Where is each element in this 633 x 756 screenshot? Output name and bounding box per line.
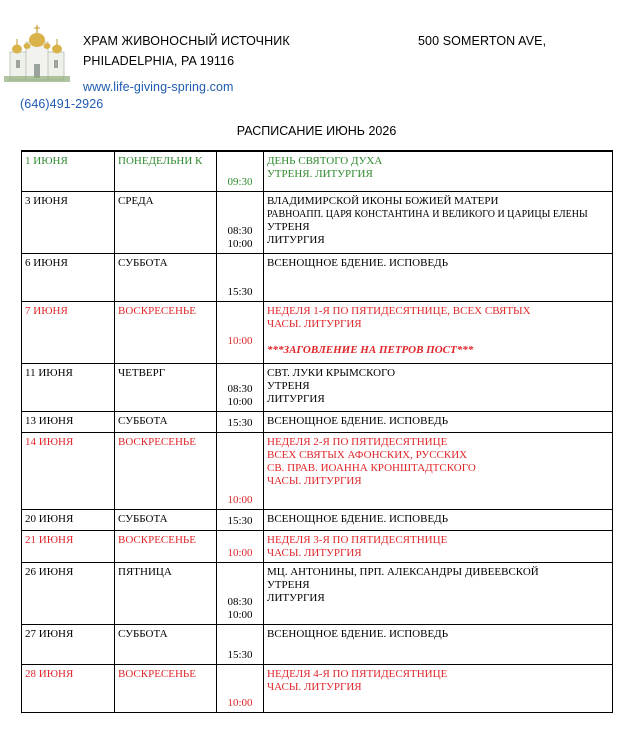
row-date: 27 ИЮНЯ (22, 624, 115, 664)
row-time (217, 509, 264, 530)
service-line: НЕДЕЛЯ 4-Я ПО ПЯТИДЕСЯТНИЦЕ (267, 667, 448, 680)
service-line: ВЛАДИМИРСКОЙ ИКОНЫ БОЖИЕЙ МАТЕРИ (267, 194, 499, 207)
row-description (264, 411, 613, 432)
time-value: 15:30 (227, 514, 253, 527)
service-line: СВТ. ЛУКИ КРЫМСКОГО (267, 366, 396, 379)
row-time (217, 530, 264, 562)
row-day: СУББОТА (115, 411, 217, 432)
row-description (264, 509, 613, 530)
row-time (217, 363, 264, 411)
schedule-row (22, 530, 613, 562)
service-line: ЧАСЫ. ЛИТУРГИЯ (267, 546, 362, 559)
row-day: СУББОТА (115, 624, 217, 664)
row-date: 26 ИЮНЯ (22, 562, 115, 624)
row-time (217, 432, 264, 509)
row-description (264, 562, 613, 624)
row-time (217, 664, 264, 712)
schedule-row (22, 151, 613, 191)
schedule-row (22, 432, 613, 509)
service-line: ЧАСЫ. ЛИТУРГИЯ (267, 680, 362, 693)
row-date: 13 ИЮНЯ (22, 411, 115, 432)
address-street: 500 SOMERTON AVE, (418, 34, 547, 48)
row-description (264, 530, 613, 562)
time-value: 10:00 (227, 493, 253, 506)
service-line: ВСЕНОЩНОЕ БДЕНИЕ. ИСПОВЕДЬ (267, 627, 449, 640)
time-value: 08:30 (227, 382, 253, 395)
service-line: ВСЕНОЩНОЕ БДЕНИЕ. ИСПОВЕДЬ (267, 512, 449, 525)
row-date: 7 ИЮНЯ (22, 301, 115, 363)
service-line: МЦ. АНТОНИНЫ, ПРП. АЛЕКСАНДРЫ ДИВЕЕВСКОЙ (267, 565, 539, 578)
website-link[interactable]: www.life-giving-spring.com (83, 80, 234, 94)
time-value: 10:00 (227, 696, 253, 709)
service-line: ДЕНЬ СВЯТОГО ДУХА (267, 155, 383, 167)
time-value: 15:30 (227, 416, 253, 429)
row-time (217, 253, 264, 301)
time-value: 15:30 (227, 648, 253, 661)
row-description (264, 432, 613, 509)
service-line: ВСЕНОЩНОЕ БДЕНИЕ. ИСПОВЕДЬ (267, 256, 449, 269)
row-day: ЧЕТВЕРГ (115, 363, 217, 411)
row-day: ПЯТНИЦА (115, 562, 217, 624)
row-description (264, 253, 613, 301)
row-date: 11 ИЮНЯ (22, 363, 115, 411)
schedule-table (21, 150, 613, 713)
service-line: ЛИТУРГИЯ (267, 392, 325, 405)
schedule-row (22, 363, 613, 411)
row-time (217, 301, 264, 363)
time-value: 08:30 (227, 224, 253, 237)
row-day: ВОСКРЕСЕНЬЕ (115, 530, 217, 562)
row-day: СУББОТА (115, 253, 217, 301)
service-line: ВСЕНОЩНОЕ БДЕНИЕ. ИСПОВЕДЬ (267, 414, 449, 427)
schedule-row (22, 411, 613, 432)
row-time (217, 151, 264, 191)
row-description (264, 664, 613, 712)
service-line: ЛИТУРГИЯ (267, 591, 325, 604)
service-line: УТРЕНЯ. ЛИТУРГИЯ (267, 168, 373, 180)
service-line: НЕДЕЛЯ 1-Я ПО ПЯТИДЕСЯТНИЦЕ, ВСЕХ СВЯТЫХ (267, 304, 531, 317)
fast-note: ***ЗАГОВЛЕНИЕ НА ПЕТРОВ ПОСТ*** (267, 343, 474, 356)
schedule-row (22, 562, 613, 624)
row-day: ВОСКРЕСЕНЬЕ (115, 432, 217, 509)
row-time (217, 562, 264, 624)
row-time (217, 411, 264, 432)
row-description (264, 191, 613, 253)
schedule-title: РАСПИСАНИЕ ИЮНЬ 2026 (236, 124, 397, 138)
row-date: 28 ИЮНЯ (22, 664, 115, 712)
time-value: 10:00 (227, 237, 253, 250)
time-value: 10:00 (227, 395, 253, 408)
time-value: 10:00 (227, 334, 253, 347)
schedule-row (22, 253, 613, 301)
row-time (217, 191, 264, 253)
time-value: 10:00 (227, 546, 253, 559)
row-day: ВОСКРЕСЕНЬЕ (115, 664, 217, 712)
schedule-row (22, 624, 613, 664)
schedule-row (22, 191, 613, 253)
row-description (264, 301, 613, 363)
service-line: НЕДЕЛЯ 2-Я ПО ПЯТИДЕСЯТНИЦЕ (267, 435, 448, 448)
row-description (264, 363, 613, 411)
row-day: СРЕДА (115, 191, 217, 253)
row-date: 14 ИЮНЯ (22, 432, 115, 509)
row-date: 21 ИЮНЯ (22, 530, 115, 562)
row-date: 6 ИЮНЯ (22, 253, 115, 301)
time-value: 15:30 (227, 285, 253, 298)
row-date: 3 ИЮНЯ (22, 191, 115, 253)
row-description (264, 151, 613, 191)
service-line: РАВНОАПП. ЦАРЯ КОНСТАНТИНА И ВЕЛИКОГО И ЦАРИЦЫ ЕЛЕНЫ (267, 208, 588, 220)
service-line: ВСЕХ СВЯТЫХ АФОНСКИХ, РУССКИХ (267, 448, 468, 461)
row-day: ВОСКРЕСЕНЬЕ (115, 301, 217, 363)
phone-number: (646)491-2926 (20, 97, 104, 111)
service-line: ЛИТУРГИЯ (267, 233, 325, 246)
service-line: УТРЕНЯ (267, 220, 310, 233)
schedule-row (22, 509, 613, 530)
time-value: 08:30 (227, 595, 253, 608)
service-line: НЕДЕЛЯ 3-Я ПО ПЯТИДЕСЯТНИЦЕ (267, 533, 448, 546)
service-line: УТРЕНЯ (267, 578, 310, 591)
church-logo (2, 22, 72, 84)
row-day: СУББОТА (115, 509, 217, 530)
service-line: СВ. ПРАВ. ИОАННА КРОНШТАДТСКОГО (267, 461, 476, 474)
schedule-row (22, 664, 613, 712)
address-city: PHILADELPHIA, PA 19116 (83, 54, 235, 68)
time-value: 10:00 (227, 608, 253, 621)
row-day: ПОНЕДЕЛЬНИ К (115, 151, 217, 191)
church-name: ХРАМ ЖИВОНОСНЫЙ ИСТОЧНИК (83, 34, 290, 48)
schedule-row (22, 301, 613, 363)
row-date: 20 ИЮНЯ (22, 509, 115, 530)
row-time (217, 624, 264, 664)
service-line: ЧАСЫ. ЛИТУРГИЯ (267, 474, 362, 487)
time-value: 09:30 (227, 175, 253, 188)
row-description (264, 624, 613, 664)
service-line: ЧАСЫ. ЛИТУРГИЯ (267, 317, 362, 330)
row-date: 1 ИЮНЯ (22, 151, 115, 191)
service-line: УТРЕНЯ (267, 379, 310, 392)
